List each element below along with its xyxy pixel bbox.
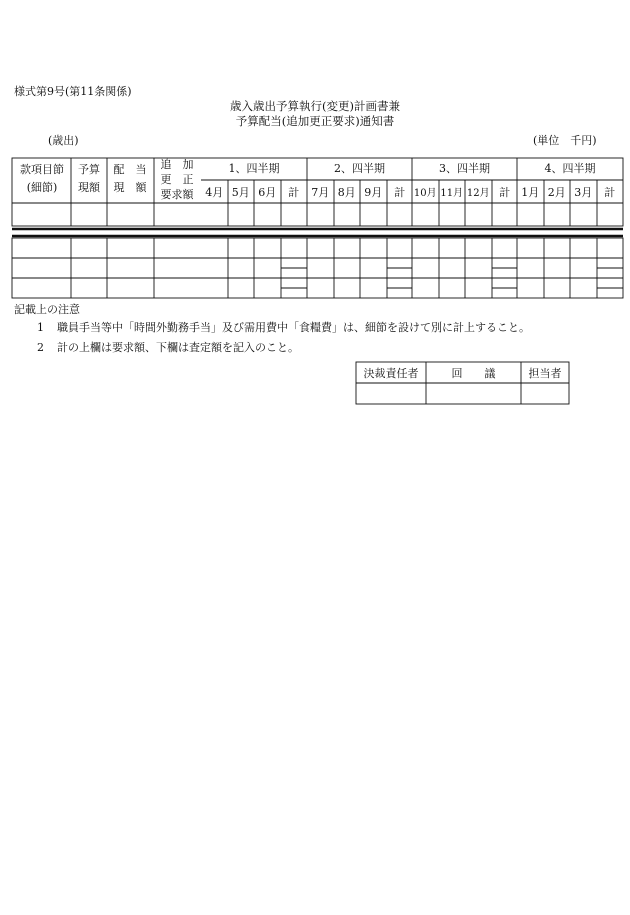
quarter-4-total-label: 計 [604,186,616,199]
header-item-sub-label: (細節) [26,181,58,194]
month-label: 2月 [547,186,566,199]
month-label: 4月 [205,186,224,199]
month-label: 10月 [413,188,437,199]
note-1-number: 1 [37,321,44,334]
header-allocation-sub-label: 現 額 [113,181,147,194]
notes-heading: 記載上の注意 [14,303,80,316]
note-2-text: 計の上欄は要求額、下欄は査定額を記入のこと。 [57,341,299,354]
month-label: 9月 [364,186,383,199]
quarter-1-label: 1、四半期 [228,162,280,175]
quarter-2-label: 2、四半期 [334,162,385,175]
table-body-frame [12,238,623,298]
header-request-label: 要求額 [160,188,194,201]
month-label: 5月 [231,186,250,199]
note-2-number: 2 [37,341,44,354]
unit-label: (単位 千円) [533,134,597,147]
header-item-label: 款項目節 [20,163,64,176]
quarter-1-total-label: 計 [288,186,300,199]
title-line-2: 予算配当(追加更正要求)通知書 [235,114,395,128]
month-label: 11月 [440,188,464,199]
header-budget-label: 予算 [78,163,100,176]
approval-circulation-label: 回 議 [451,367,496,380]
quarter-2-total-label: 計 [394,186,406,199]
quarter-3-total-label: 計 [499,186,511,199]
month-label: 3月 [574,186,593,199]
note-1-text: 職員手当等中「時間外勤務手当」及び需用費中「食糧費」は、細節を設けて別に計上すること。 [57,321,530,334]
month-label: 1月 [521,186,540,199]
month-label: 6月 [258,186,277,199]
header-correction-label: 更 正 [160,173,194,186]
title-line-1: 歳入歳出予算執行(変更)計画書兼 [230,99,400,113]
month-label: 7月 [311,186,330,199]
quarter-4-label: 4、四半期 [544,162,596,175]
quarter-3-label: 3、四半期 [439,162,490,175]
month-label: 12月 [466,188,490,199]
approval-staff-label: 担当者 [528,367,562,380]
header-budget-sub-label: 現額 [78,181,100,194]
section-label: (歳出) [48,134,79,147]
approval-approver-label: 決裁責任者 [363,367,419,380]
month-label: 8月 [337,186,356,199]
header-allocation-label: 配 当 [113,163,147,176]
form-number: 様式第9号(第11条関係) [14,85,132,98]
header-additional-label: 追 加 [160,158,194,171]
